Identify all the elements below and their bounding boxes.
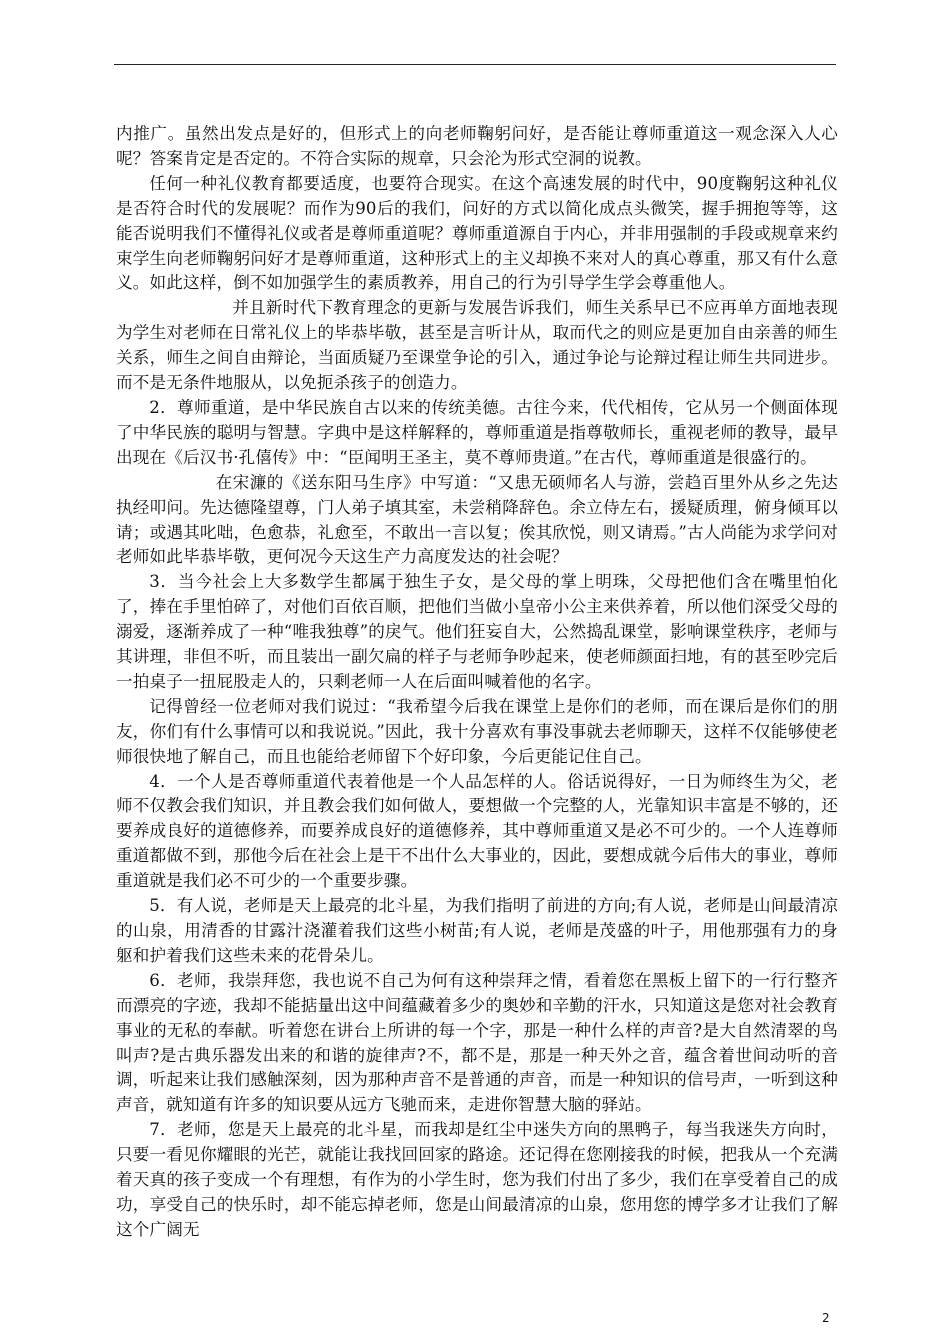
paragraph: 7．老师，您是天上最亮的北斗星，而我却是红尘中迷失方向的黑鸭子，每当我迷失方向时，只要一看见你耀眼的光芒，就能让我找回回家的路途。还记得在您刚接我的时候，把我从一个充满着天真的孩子变成一个有理想，有作为的小学生时，您为我们付出了多少，我们在享受着自己的成功，享受自己的快乐时，却不能忘掉老师，您是山间最清凉的山泉，您用您的博学多才让我们了解这个广阔无 bbox=[116, 1120, 838, 1239]
paragraph: 5．有人说，老师是天上最亮的北斗星，为我们指明了前进的方向;有人说，老师是山间最清凉的山泉，用清香的甘露汁浇灌着我们这些小树苗;有人说，老师是茂盛的叶子，用他那强有力的身躯和护着我们这些未来的花骨朵儿。 bbox=[116, 896, 838, 965]
paragraph: 任何一种礼仪教育都要适度，也要符合现实。在这个高速发展的时代中，90度鞠躬这种礼仪是否符合时代的发展呢？而作为90后的我们，问好的方式以简化成点头微笑，握手拥抱等等，这能否说明我们不懂得礼仪或者是尊师重道呢？尊师重道源自于内心，并非用强制的手段或规章来约束学生向老师鞠躬问好才是尊师重道，这种形式上的主义却换不来对人的真心尊重，那又有什么意义。如此这样，倒不如加强学生的素质教养，用自己的行为引导学生学会尊重他人。 bbox=[116, 173, 838, 293]
header-rule bbox=[114, 64, 836, 65]
paragraph: 2．尊师重道，是中华民族自古以来的传统美德。古往今来，代代相传，它从另一个侧面体现了中华民族的聪明与智慧。字典中是这样解释的，尊师重道是指尊敬师长，重视老师的教导，最早出现在《后汉书·孔僖传》中：“臣闻明王圣主，莫不尊师贵道。”在古代，尊师重道是很盛行的。 bbox=[116, 397, 838, 467]
paragraph: 4．一个人是否尊师重道代表着他是一个人品怎样的人。俗话说得好，一日为师终生为父，老师不仅教会我们知识，并且教会我们如何做人，要想做一个完整的人，光靠知识丰富是不够的，还要养成良好的道德修养，而要养成良好的道德修养，其中尊师重道又是必不可少的。一个人连尊师重道都做不到，那他今后在社会上是干不出什么大事业的，因此，要想成就今后伟大的事业，尊师重道就是我们必不可少的一个重要步骤。 bbox=[116, 771, 838, 891]
page-number: 2 bbox=[822, 1311, 830, 1325]
paragraph: 并且新时代下教育理念的更新与发展告诉我们，师生关系早已不应再单方面地表现为学生对老师在日常礼仪上的毕恭毕敬，甚至是言听计从，取而代之的则应是更加自由亲善的师生关系，师生之间自由辩论，当面质疑乃至课堂争论的引入，通过争论与论辩过程让师生共同进步。而不是无条件地服从，以免扼杀孩子的创造力。 bbox=[116, 298, 838, 393]
body-text bbox=[116, 122, 838, 1243]
paragraph: 记得曾经一位老师对我们说过：“我希望今后我在课堂上是你们的老师，而在课后是你们的朋友，你们有什么事情可以和我说说。”因此，我十分喜欢有事没事就去老师聊天，这样不仅能够使老师很快地了解自己，而且也能给老师留下个好印象，今后更能记住自己。 bbox=[116, 696, 838, 766]
paragraph: 在宋濂的《送东阳马生序》中写道：“又患无硕师名人与游，尝趋百里外从乡之先达执经叩问。先达德隆望尊，门人弟子填其室，未尝稍降辞色。余立侍左右，援疑质理，俯身倾耳以请；或遇其叱咄，色愈恭，礼愈至，不敢出一言以复；俟其欣悦，则又请焉。”古人尚能为求学问对老师如此毕恭毕敬，更何况今天这生产力高度发达的社会呢？ bbox=[116, 472, 838, 567]
paragraph: 内推广。虽然出发点是好的，但形式上的向老师鞠躬问好，是否能让尊师重道这一观念深入人心呢？答案肯定是否定的。不符合实际的规章，只会沦为形式空洞的说教。 bbox=[116, 124, 838, 168]
paragraph: 3．当今社会上大多数学生都属于独生子女，是父母的掌上明珠，父母把他们含在嘴里怕化了，捧在手里怕碎了，对他们百依百顺，把他们当做小皇帝小公主来供养着，所以他们深受父母的溺爱，逐渐养成了一种“唯我独尊”的戾气。他们狂妄自大，公然捣乱课堂，影响课堂秩序，老师与其讲理，非但不听，而且装出一副欠扁的样子与老师争吵起来，使老师颜面扫地，有的甚至吵完后一拍桌子一扭屁股走人的，只剩老师一人在后面叫喊着他的名字。 bbox=[116, 572, 838, 691]
paragraph: 6．老师，我崇拜您，我也说不自己为何有这种崇拜之情，看着您在黑板上留下的一行行整齐而漂亮的字迹，我却不能掂量出这中间蕴藏着多少的奥妙和辛勤的汗水，只知道这是您对社会教育事业的无私的奉献。听着您在讲台上所讲的每一个字，那是一种什么样的声音?是大自然清翠的鸟叫声?是古典乐器发出来的和谐的旋律声?不，都不是，那是一种天外之音，蕴含着世间动听的音调，听起来让我们感触深刻，因为那种声音不是普通的声音，而是一种知识的信号声，一听到这种声音，就知道有许多的知识要从远方飞驰而来，走进你智慧大脑的驿站。 bbox=[116, 970, 838, 1115]
